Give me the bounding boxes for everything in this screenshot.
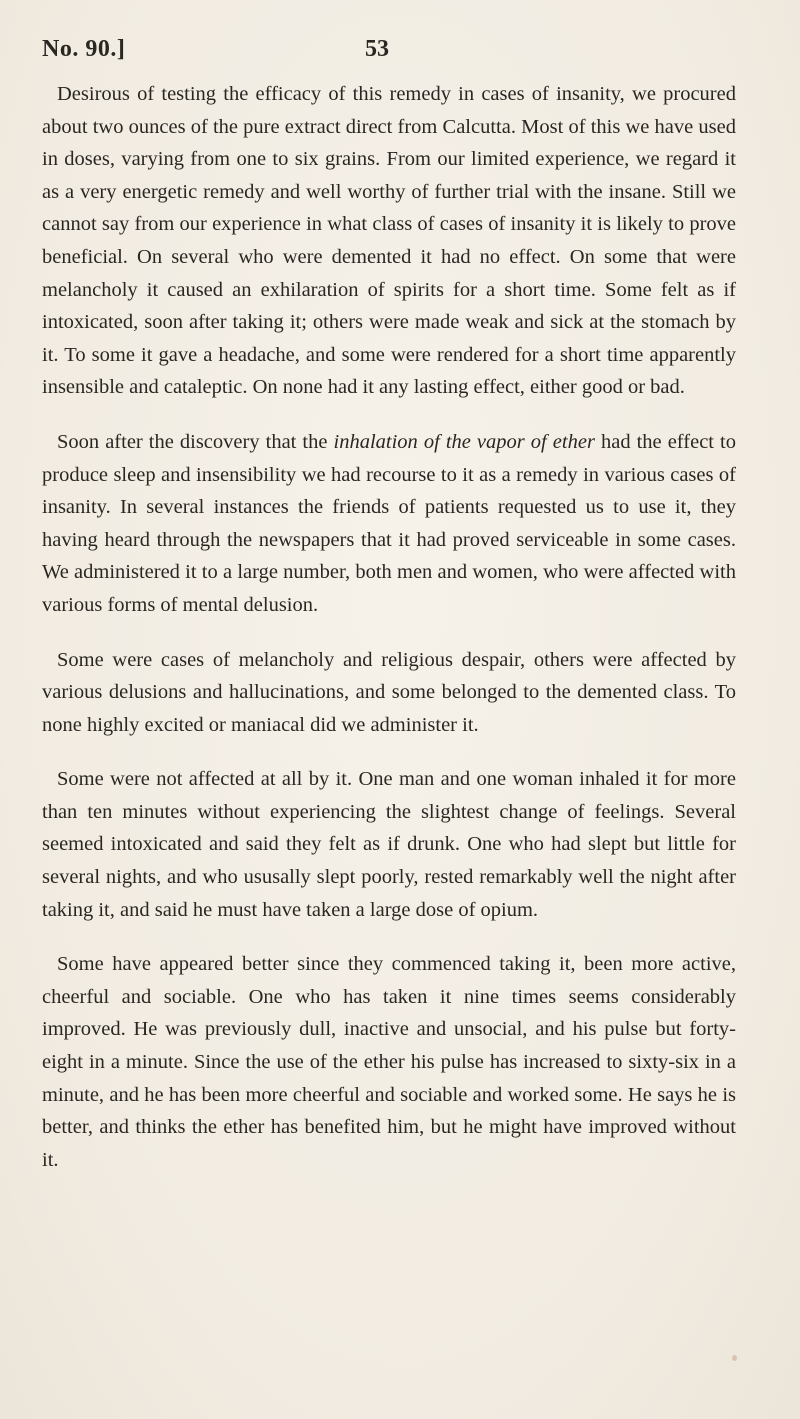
paragraph-cannabis-extract: Desirous of testing the efficacy of this remedy in cases of insanity, we procured about two ounces of the pure extract direct from Calcutta. Most of this we have used in doses, varying from one to six grains. From our limited experience, we regard it as a very energetic remedy and well worthy of further trial with the insane. Still we cannot say from our experience in what class of cases of insanity it is likely to prove beneficial. On several who were demented it had no effect. On some that were melancholy it caused an exhilaration of spirits for a short time. Some felt as if intoxicated, soon after taking it; others were made weak and sick at the stomach by it. To some it gave a headache, and some were rendered for a short time apparently insensible and cataleptic. On none had it any lasting effect, either good or bad. — [42, 83, 736, 399]
page-number: 53 — [365, 36, 389, 62]
running-head: No. 90.] — [42, 36, 126, 62]
paragraph-case-types: Some were cases of melancholy and religious despair, others were affected by various delusions and hallucinations, and some belonged to the demented class. To none highly excited or maniacal did we administer it. — [42, 648, 736, 736]
paragraph-ether-rest: had the effect to produce sleep and insensibility we had recourse to it as a remedy in various cases of insanity. In several instances the friends of patients requested us to use it, they having heard through the newspapers that it had proved serviceable in some cases. We administered it to a large number, both men and women, who were affected with various forms of mental delusion. — [42, 430, 736, 616]
paragraph-improvements: Some have appeared better since they commenced taking it, been more active, cheerful and sociable. One who has taken it nine times seems considerably improved. He was previously dull, inactive and unsocial, and his pulse but forty-eight in a minute. Since the use of the ether his pulse has increased to sixty-six in a minute, and he has been more cheerful and sociable and worked some. He says he is better, and thinks the ether has benefited him, but he might have improved without it. — [42, 953, 736, 1171]
paragraph-ether-lead: Soon after the discovery that the — [57, 430, 334, 453]
paragraph-ether-inhalation — [42, 426, 736, 622]
paper-speck — [732, 1355, 737, 1361]
italic-phrase: inhalation of the vapor of ether — [333, 430, 595, 453]
paragraph-effects: Some were not affected at all by it. One man and one woman inhaled it for more than ten minutes without experiencing the slightest change of feelings. Several seemed intoxicated and said they felt as if drunk. One who had slept but little for several nights, and who ususally slept poorly, rested remarkably well the night after taking it, and said he must have taken a large dose of opium. — [42, 768, 736, 921]
body-text — [42, 78, 736, 1198]
